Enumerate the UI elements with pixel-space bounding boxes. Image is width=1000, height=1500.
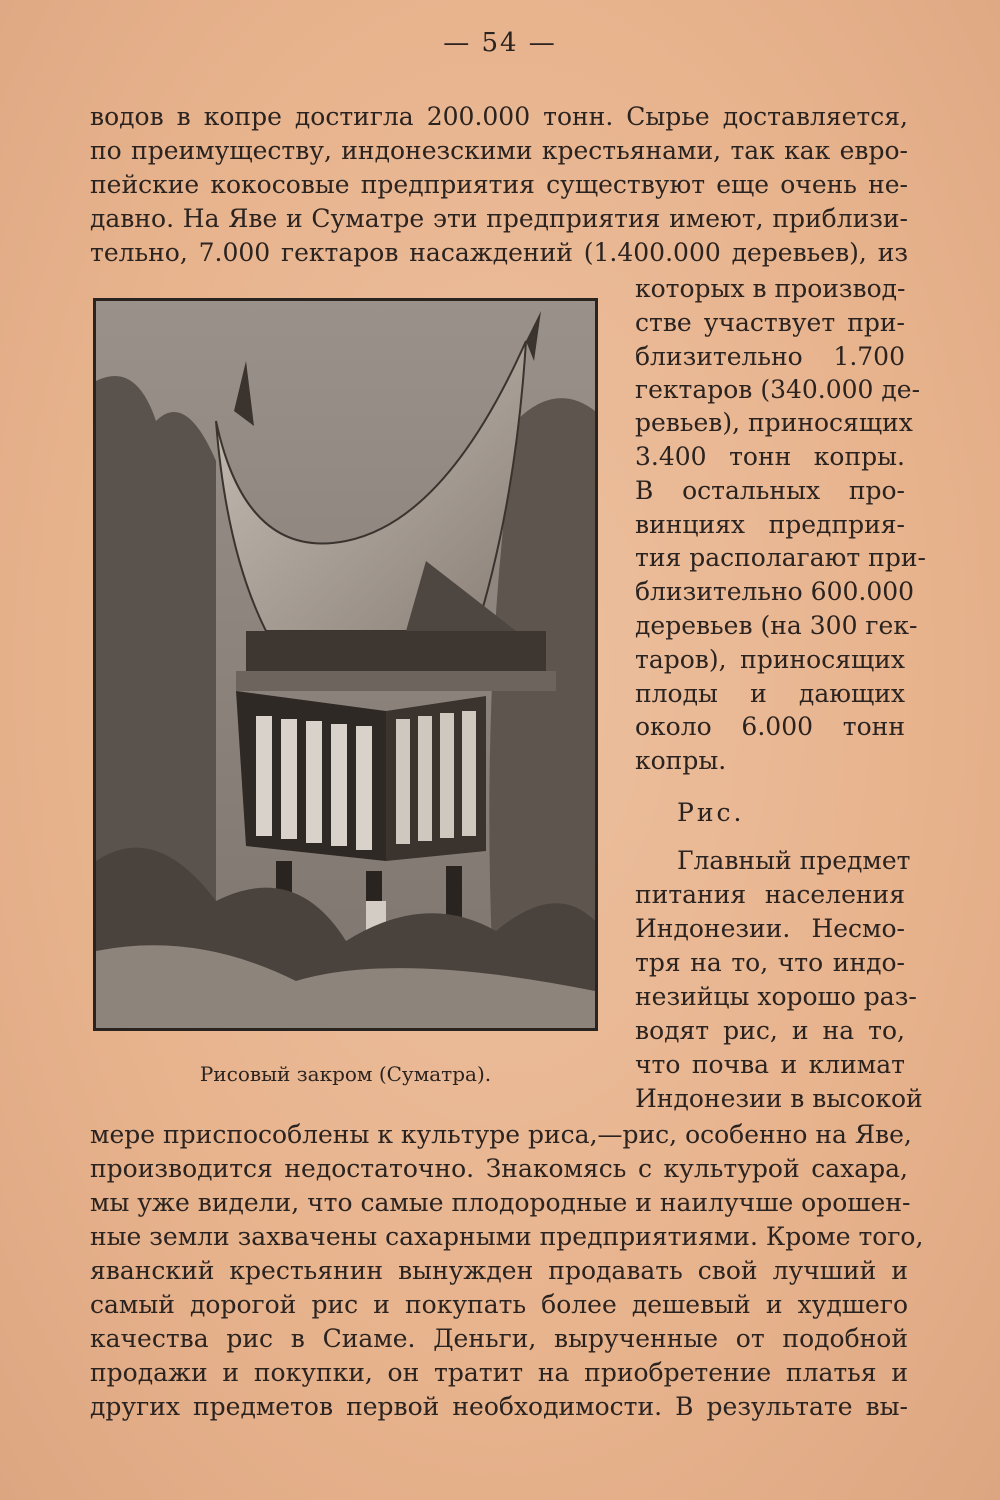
text-line: мере приспособлены к культуре риса,—рис, особенно на Яве, (90, 1120, 912, 1149)
text-line: Индонезии в высокой (635, 1084, 923, 1113)
text-line: 3.400 тонн копры. (635, 442, 905, 471)
text-line: самый дорогой рис и покупать более дешевый и худшего (90, 1290, 908, 1319)
text-line: ные земли захвачены сахарными предприятиями. Кроме того, (90, 1222, 924, 1251)
text-line: тия располагают при- (635, 543, 926, 572)
text-line: гектаров (340.000 де- (635, 375, 921, 404)
text-line: незийцы хорошо раз- (635, 982, 917, 1011)
text-line: которых в производ- (635, 274, 906, 303)
text-line: плоды и дающих (635, 679, 905, 708)
text-line: качества рис в Сиаме. Деньги, вырученные от подобной (90, 1324, 908, 1353)
text-line: близительно 600.000 (635, 577, 915, 606)
text-line: пейские кокосовые предприятия существуют еще очень не- (90, 170, 908, 199)
text-line: продажи и покупки, он тратит на приобретение платья и (90, 1358, 908, 1387)
text-line: около 6.000 тонн (635, 712, 905, 741)
text-line: что почва и климат (635, 1050, 905, 1079)
text-line: других предметов первой необходимости. В результате вы- (90, 1392, 908, 1421)
text-line: винциях предприя- (635, 510, 905, 539)
text-line: В остальных про- (635, 476, 905, 505)
text-line: близительно 1.700 (635, 342, 905, 371)
text-line: мы уже видели, что самые плодородные и наилучше орошен- (90, 1188, 911, 1217)
text-line: водов в копре достигла 200.000 тонн. Сырье доставляется, (90, 102, 908, 131)
text-line: по преимуществу, индонезскими крестьянами, так как евро- (90, 136, 908, 165)
text-line: ревьев), приносящих (635, 408, 913, 437)
rice-barn-photo (93, 298, 598, 1031)
text-line: давно. На Яве и Суматре эти предприятия имеют, приблизи- (90, 204, 908, 233)
text-line: копры. (635, 746, 727, 775)
text-line: Главный предмет (677, 846, 911, 875)
text-line: Индонезии. Несмо- (635, 914, 905, 943)
text-line: водят рис, и на то, (635, 1016, 905, 1045)
rice-barn-illustration (96, 301, 595, 1028)
text-line: яванский крестьянин вынужден продавать свой лучший и (90, 1256, 908, 1285)
figure-caption: Рисовый закром (Суматра). (199, 1062, 492, 1086)
text-line: стве участвует при- (635, 308, 905, 337)
text-line: таров), приносящих (635, 645, 905, 674)
text-line: питания населения (635, 880, 905, 909)
section-heading: Рис. (677, 798, 745, 827)
text-line: тря на то, что индо- (635, 948, 905, 977)
text-line: тельно, 7.000 гектаров насаждений (1.400.000 деревьев), из (90, 238, 908, 267)
text-line: производится недостаточно. Знакомясь с культурой сахара, (90, 1154, 908, 1183)
page-number: — 54 — (443, 28, 557, 58)
text-line: деревьев (на 300 гек- (635, 611, 918, 640)
